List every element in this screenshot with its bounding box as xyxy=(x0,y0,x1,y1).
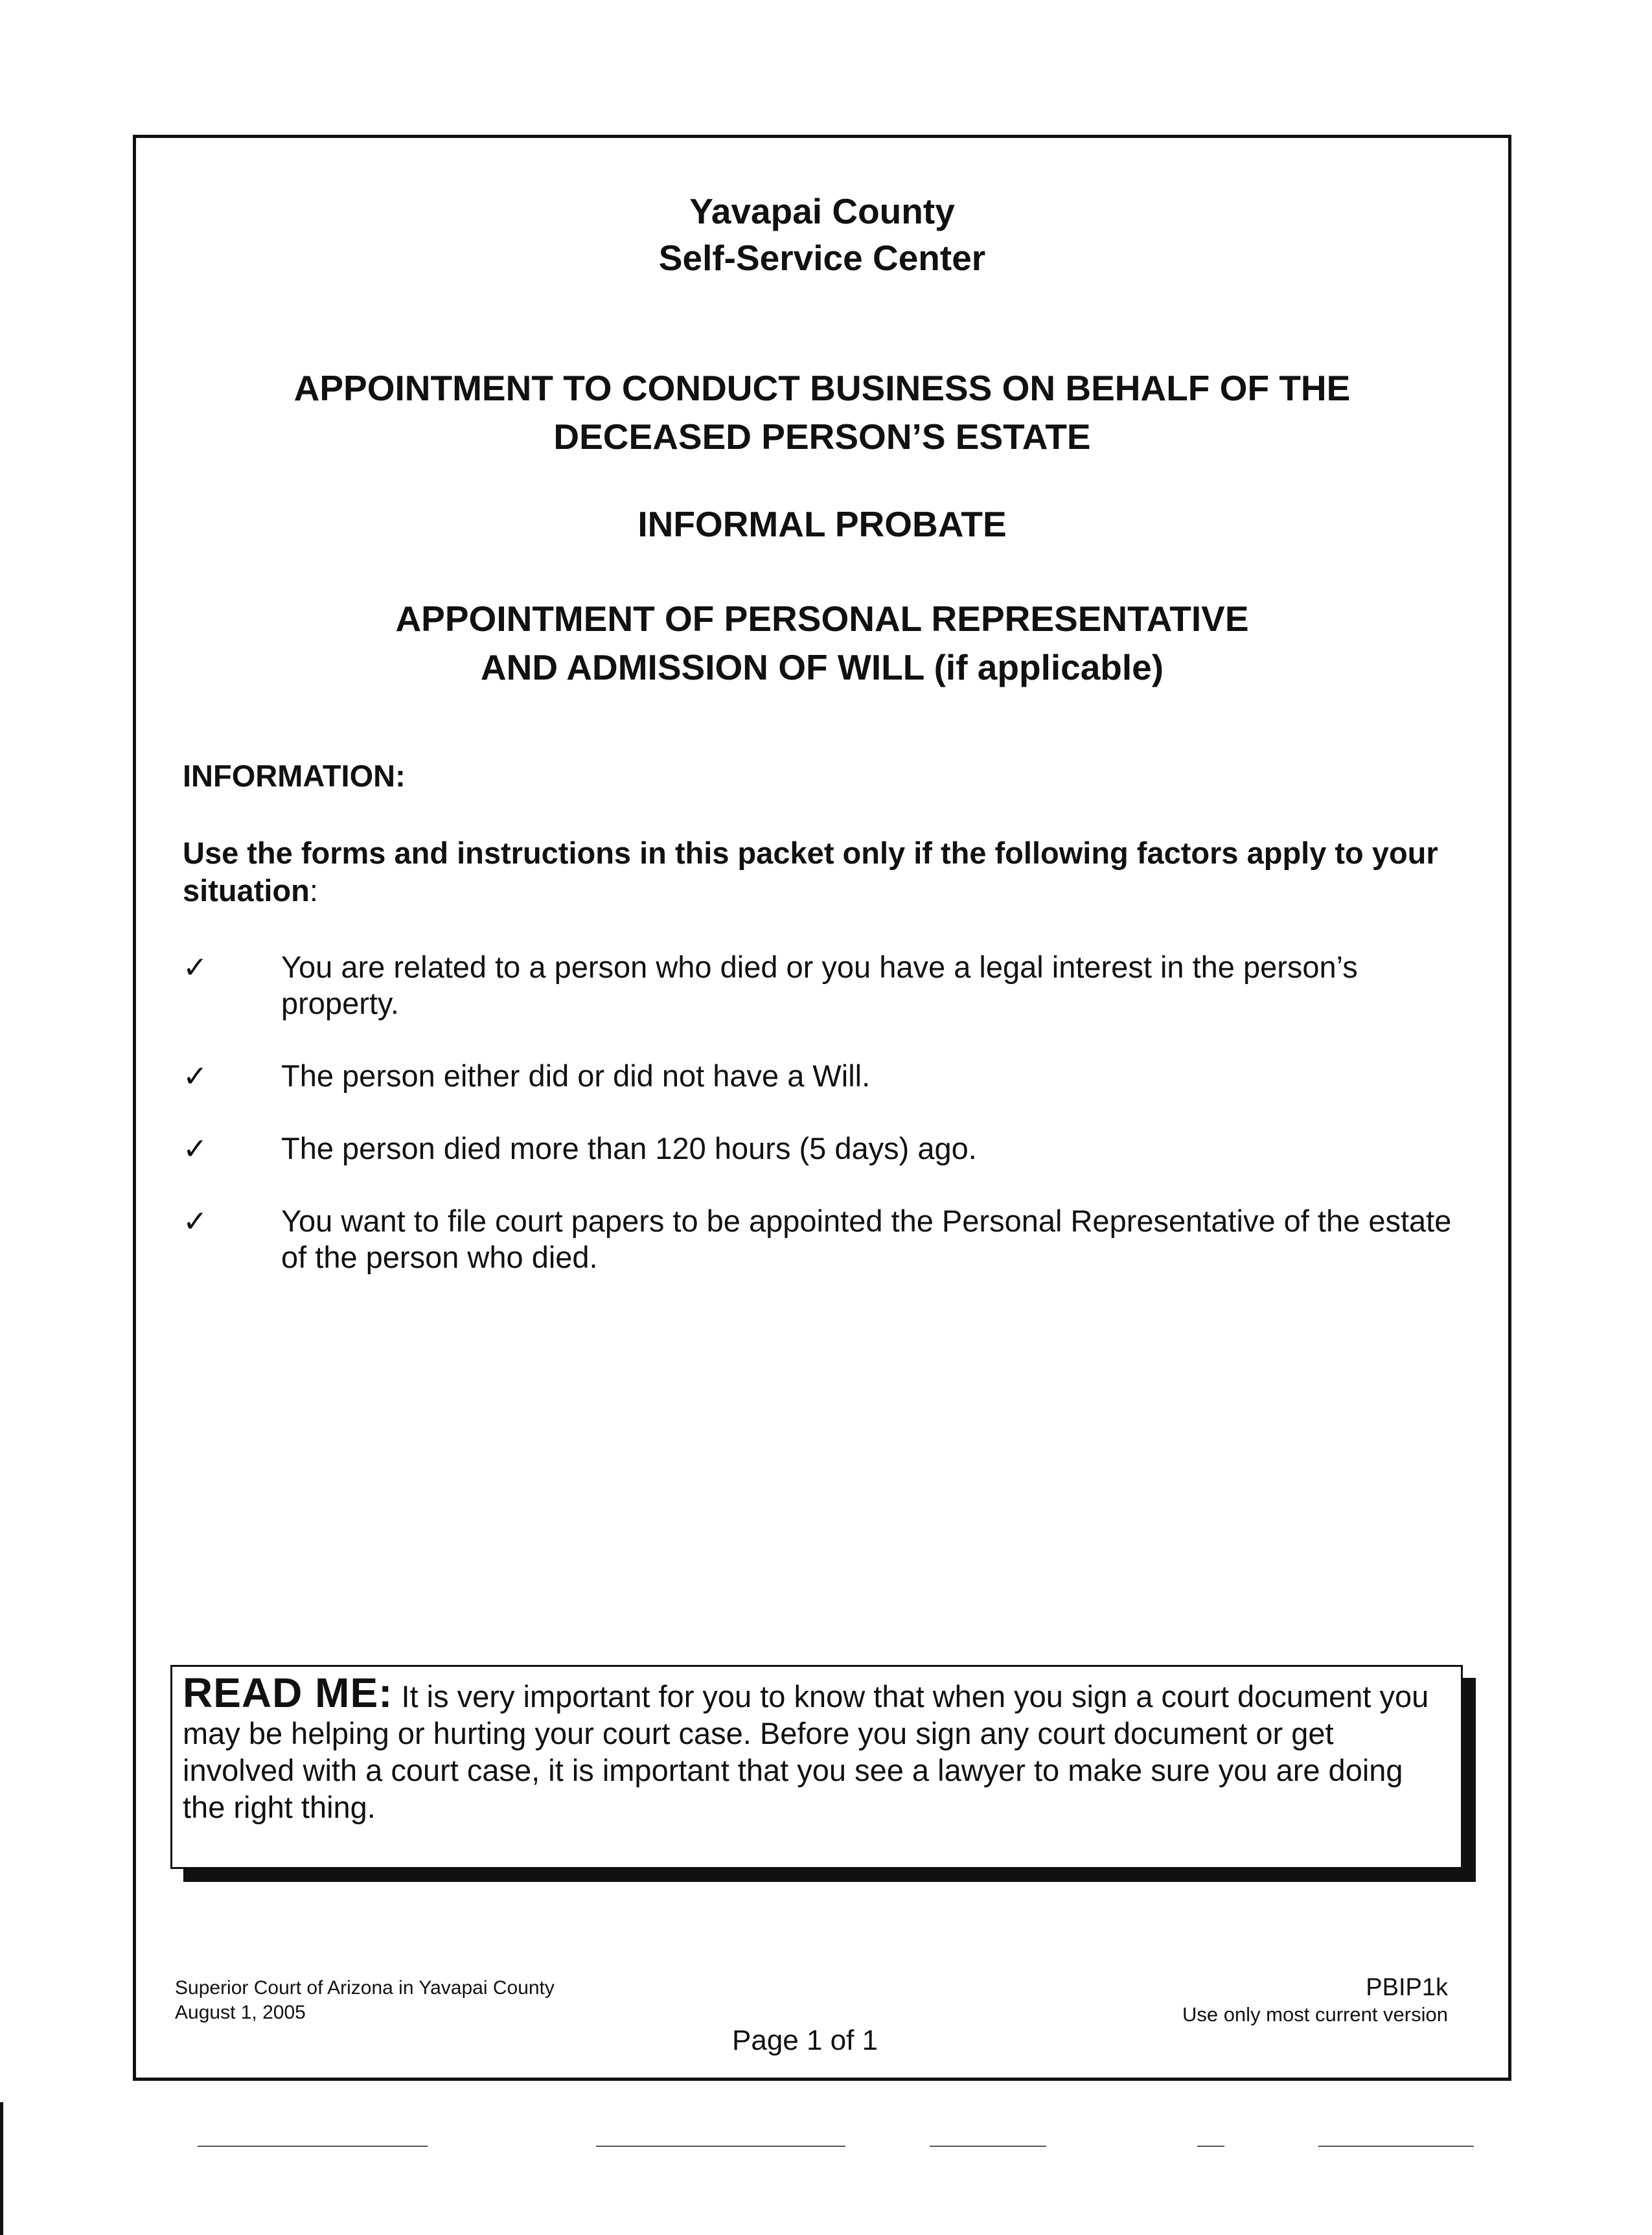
checklist-item xyxy=(183,1203,1478,1276)
intro-colon: : xyxy=(309,873,318,908)
checklist-item-text: You want to file court papers to be appointed the Personal Representative of the estate of the person who died. xyxy=(281,1204,1452,1274)
org-name: Yavapai County xyxy=(689,191,955,231)
readme-text: It is very important for you to know that when you sign a court document you may be helping or hurting your court case. Before you sign any court document or get involved with a court case, it is important that you see a lawyer to make sure you are doing the right thing. xyxy=(183,1679,1429,1824)
check-mark-icon: ✓ xyxy=(183,1131,208,1166)
checklist-item xyxy=(183,1130,1478,1167)
footer-date: August 1, 2005 xyxy=(175,2002,306,2023)
check-mark-icon: ✓ xyxy=(183,1204,208,1239)
information-intro xyxy=(183,834,1472,910)
checklist-item-text: You are related to a person who died or you have a legal interest in the person’s property. xyxy=(281,950,1358,1020)
section-title-line2: AND ADMISSION OF WILL (if applicable) xyxy=(480,647,1164,687)
document-title-line2: DECEASED PERSON’S ESTATE xyxy=(553,417,1091,457)
check-mark-icon: ✓ xyxy=(183,950,208,985)
checklist-item-text: The person either did or did not have a Will. xyxy=(281,1059,871,1093)
intro-text: Use the forms and instructions in this packet only if the following factors apply to your situation xyxy=(183,836,1438,908)
section-title-line1: APPOINTMENT OF PERSONAL REPRESENTATIVE xyxy=(395,599,1249,639)
readme-label: READ ME: xyxy=(183,1669,393,1716)
document-subtitle: INFORMAL PROBATE xyxy=(637,504,1007,544)
scan-artifact-line xyxy=(596,2146,845,2147)
information-heading: INFORMATION: xyxy=(183,759,406,793)
form-code: PBIP1k xyxy=(1366,1974,1448,2001)
footer-court-info xyxy=(175,1976,555,2025)
checklist-item xyxy=(183,949,1478,1022)
version-note: Use only most current version xyxy=(1182,2003,1448,2026)
readme-notice xyxy=(170,1665,1463,1869)
scan-artifact-line xyxy=(1318,2146,1474,2147)
org-header xyxy=(133,188,1511,281)
scan-artifact-line xyxy=(198,2146,428,2147)
checklist-item-text: The person died more than 120 hours (5 days) ago. xyxy=(281,1131,977,1165)
scan-edge-artifact xyxy=(0,2102,3,2235)
eligibility-checklist xyxy=(183,949,1478,1312)
scan-artifact-line xyxy=(1197,2146,1224,2147)
footer-form-info xyxy=(1182,1973,1448,2028)
scan-artifact-line xyxy=(930,2146,1046,2147)
document-section-title xyxy=(133,595,1511,692)
page-number: Page 1 of 1 xyxy=(732,2024,878,2056)
checklist-item xyxy=(183,1058,1478,1094)
check-mark-icon: ✓ xyxy=(183,1059,208,1094)
document-title xyxy=(133,364,1511,461)
org-department: Self-Service Center xyxy=(658,238,986,278)
readme-content xyxy=(183,1669,1451,1826)
footer-court-name: Superior Court of Arizona in Yavapai County xyxy=(175,1977,555,1999)
document-title-line1: APPOINTMENT TO CONDUCT BUSINESS ON BEHALF OF THE xyxy=(293,368,1351,408)
